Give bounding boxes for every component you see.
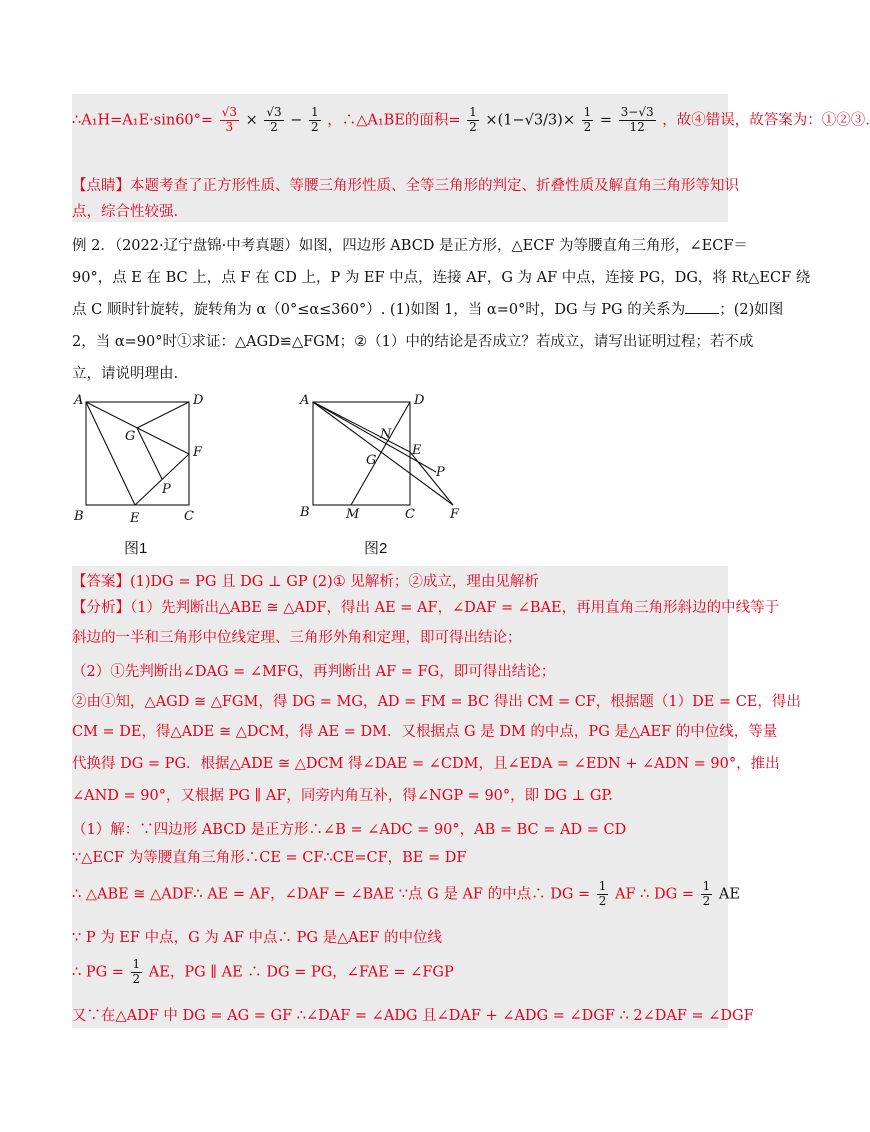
fraction (264, 106, 283, 135)
text: ×(1−√3/3)× (485, 112, 575, 129)
answer-blank (685, 301, 719, 314)
solution-line-5 (72, 958, 454, 987)
analysis-line-1: 【分析】（1）先判断出△ABE ≅ △ADF，得出 AE = AF，∠DAF = ∠BAE，再用直角三角形斜边的中线等于 (72, 600, 780, 616)
label-d: D (414, 393, 425, 408)
num: 1 (583, 105, 592, 119)
fraction (309, 106, 321, 135)
text: 点 C 顺时针旋转，旋转角为 α（0°≤α≤360°）. (1)如图 1，当 α=0°时，DG 与 PG 的关系为 (72, 302, 686, 318)
segment-ef (135, 454, 189, 505)
text: AF ∴ DG = (615, 886, 694, 903)
segment-dm (351, 402, 410, 505)
question-line-4: 2，当 α=90°时①求证：△AGD≌△FGM；②（1）中的结论是否成立？若成立，请写出证明过程；若不成 (72, 334, 754, 350)
text: ∴ △ABE ≅ △ADF∴ AE = AF，∠DAF = ∠BAE ∵点 G 是 AF 的中点∴ DG = (72, 886, 591, 903)
den: 12 (629, 119, 645, 134)
num: 1 (598, 879, 607, 893)
text: × (245, 112, 258, 129)
question-line-5: 立，请说明理由. (72, 366, 179, 382)
num: √3 (221, 105, 237, 119)
square-abcd (313, 402, 410, 505)
label-e: E (130, 511, 140, 526)
fraction (619, 106, 656, 135)
solution-line-1: （1）解：∵四边形 ABCD 是正方形∴∠B = ∠ADC = 90°，AB = BC = AD = CD (72, 822, 627, 838)
segment-af (313, 402, 453, 505)
example-question (72, 230, 811, 382)
segment-ae (86, 402, 135, 505)
analysis-line-7: ∠AND = 90°，又根据 PG ∥ AF，同旁内角互补，得∠NGP = 90°，即 DG ⊥ GP. (72, 788, 613, 804)
label-b: B (300, 505, 310, 520)
analysis-line-5: CM = DE，得△ADE ≅ △DCM，得 AE = DM．又根据点 G 是 DM 的中点，PG 是△AEF 的中位线，等量 (72, 724, 778, 740)
analysis-line-4: ②由①知，△AGD ≅ △FGM，得 DG = MG，AD = FM = BC 得出 CM = CF，根据题（1）DE = CE，得出 (72, 694, 801, 710)
figure-1-caption: 图1 (124, 540, 148, 557)
den: 2 (270, 119, 278, 134)
text: ，故④错误，故答案为：①②③. (662, 112, 870, 129)
text: ∴ PG = (72, 964, 124, 981)
label-e: E (412, 443, 422, 458)
analysis-line-2: 斜边的一半和三角形中位线定理、三角形外角和定理，即可得出结论； (72, 630, 522, 646)
label-b: B (74, 509, 84, 524)
text: ；(2)如图 (719, 302, 784, 318)
num: 3−√3 (620, 105, 654, 119)
fraction (131, 958, 143, 987)
num: 1 (132, 957, 141, 971)
previous-solution-block (72, 94, 870, 222)
label-c: C (405, 507, 415, 522)
figure-2 (296, 392, 476, 532)
segment-dg (137, 402, 189, 428)
solution-line-4: ∵ P 为 EF 中点，G 为 AF 中点∴ PG 是△AEF 的中位线 (72, 930, 442, 946)
text: = (599, 112, 613, 129)
num: 1 (702, 879, 711, 893)
den: 2 (598, 893, 607, 908)
text: − (290, 112, 303, 129)
fraction (597, 880, 609, 909)
solution-line (72, 106, 870, 135)
label-a: A (300, 393, 310, 408)
label-m: M (346, 507, 360, 522)
label-f: F (193, 445, 203, 460)
fraction (701, 880, 713, 909)
den: 3 (225, 119, 234, 134)
den: 2 (583, 119, 592, 134)
solution-line-3 (72, 880, 740, 909)
label-g: G (366, 453, 377, 468)
label-p: P (436, 465, 445, 480)
label-f: F (450, 507, 460, 522)
text: AE (718, 886, 740, 903)
question-line-3 (72, 298, 783, 319)
label-g: G (125, 429, 136, 444)
text: ，∴△A₁BE的面积= (327, 112, 461, 129)
label-d: D (193, 393, 204, 408)
figure-2-caption: 图2 (364, 540, 388, 557)
num: 1 (310, 105, 319, 119)
analysis-line-3: （2）①先判断出∠DAG = ∠MFG，再判断出 AF = FG，即可得出结论； (72, 664, 556, 680)
analysis-line-6: 代换得 DG = PG．根据△ADE ≅ △DCM 得∠DAE = ∠CDM，且∠EDA = ∠EDN + ∠ADN = 90°，推出 (72, 756, 780, 772)
figure-1 (70, 392, 210, 532)
den: 2 (702, 893, 711, 908)
comment-line-2: 点，综合性较强. (72, 204, 179, 220)
label-n: N (380, 427, 392, 442)
label-c: C (184, 509, 194, 524)
question-line-2: 90°，点 E 在 BC 上，点 F 在 CD 上，P 为 EF 中点，连接 AF，G 为 AF 中点，连接 PG，DG，将 Rt△ECF 绕 (72, 270, 811, 286)
answer-block (72, 566, 801, 1028)
fraction (582, 106, 594, 135)
den: 2 (132, 971, 141, 986)
question-line-1: 例 2．（2022·辽宁盘锦·中考真题）如图，四边形 ABCD 是正方形，△ECF 为等腰直角三角形，∠ECF＝ (72, 238, 748, 254)
square-abcd (86, 402, 189, 505)
segment-gp (137, 428, 162, 479)
num: √3 (266, 105, 282, 119)
comment-line-1: 【点睛】本题考查了正方形性质、等腰三角形性质、全等三角形的判定、折叠性质及解直角三角形等知识 (72, 178, 739, 194)
label-a: A (74, 393, 84, 408)
den: 2 (469, 119, 477, 134)
den: 2 (310, 119, 319, 134)
fraction (467, 106, 479, 135)
solution-line-6: 又∵在△ADF 中 DG = AG = GF ∴∠DAF = ∠ADG 且∠DAF + ∠ADG = ∠DGF ∴ 2∠DAF = ∠DGF (72, 1008, 754, 1024)
fraction (220, 106, 239, 135)
label-p: P (162, 482, 171, 497)
answer-line: 【答案】(1)DG = PG 且 DG ⊥ GP (2)① 见解析；②成立，理由见解析 (72, 574, 539, 590)
text: AE，PG ∥ AE ∴ DG = PG，∠FAE = ∠FGP (148, 964, 454, 981)
text: ∴A₁H=A₁E·sin60°= (72, 112, 214, 129)
solution-line-2: ∵△ECF 为等腰直角三角形∴CE = CF∴CE=CF，BE = DF (72, 850, 467, 866)
num: 1 (469, 105, 477, 119)
